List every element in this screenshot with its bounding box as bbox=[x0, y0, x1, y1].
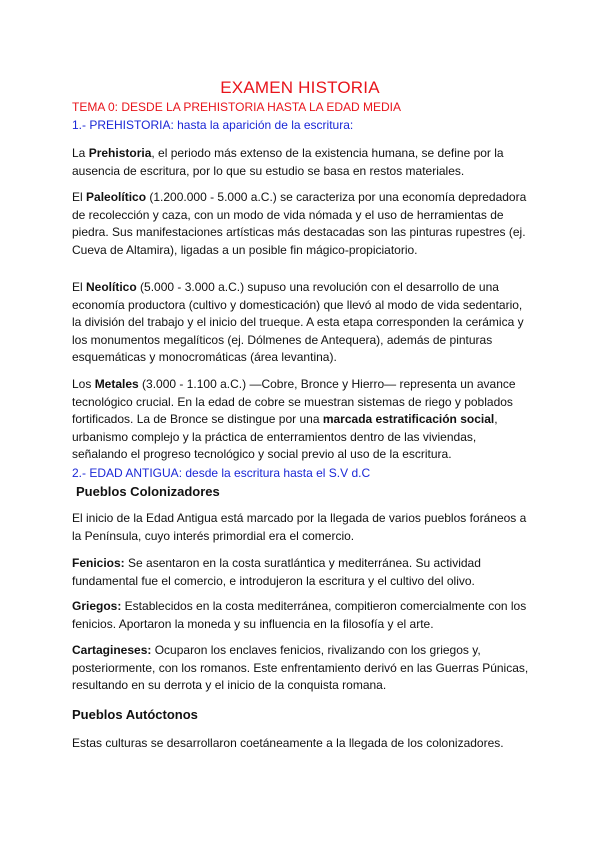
term-metales: Metales bbox=[94, 377, 139, 391]
text: , urbanismo complejo y la práctica de enterramientos dentro de las viviendas, señalando el progreso tecnológico y social previo al uso de la escritura. bbox=[72, 412, 498, 462]
text: (1.200.000 - 5.000 a.C.) se caracteriza por una economía depredadora de recolección y caza, con un modo de vida nómada y el uso de herramientas de piedra. Sus manifestaciones artísticas más destacadas son las pinturas rupestres (ej. Cueva de Altamira), ligadas a un posible fin mágico-propiciatorio. bbox=[72, 190, 527, 257]
term-griegos: Griegos: bbox=[72, 599, 122, 613]
text: Los bbox=[72, 377, 95, 391]
section-heading-prehistoria: 1.- PREHISTORIA: hasta la aparición de la escritura: bbox=[72, 118, 354, 132]
paragraph-griegos bbox=[72, 598, 532, 633]
term-fenicios: Fenicios: bbox=[72, 556, 125, 570]
paragraph-metales bbox=[72, 376, 532, 464]
text: (5.000 - 3.000 a.C.) supuso una revolución con el desarrollo de una economía productora (cultivo y domesticación) que llevó al modo de vida sedentario, la división del trabajo y el inicio del trueque. A esta etapa corresponden la cerámica y los monumentos megalíticos (ej. Dólmenes de Antequera), además de pinturas esquemáticas y monocromáticas (área levantina). bbox=[72, 280, 524, 365]
heading-pueblos-colonizadores: Pueblos Colonizadores bbox=[76, 484, 220, 499]
document-subtitle: TEMA 0: DESDE LA PREHISTORIA HASTA LA EDAD MEDIA bbox=[72, 100, 401, 114]
paragraph-neolitico bbox=[72, 279, 532, 367]
text: Ocuparon los enclaves fenicios, rivalizando con los griegos y, posteriormente, con los romanos. Este enfrentamiento derivó en las Guerras Púnicas, resultando en su derrota y el inicio de la conquista romana. bbox=[72, 643, 529, 693]
text: (3.000 - 1.100 a.C.) —Cobre, Bronce y Hierro— representa un avance tecnológico crucial. En la edad de cobre se muestran sistemas de riego y poblados fortificados. La de Bronce se distingue por una bbox=[72, 377, 516, 427]
paragraph-prehistoria bbox=[72, 145, 532, 180]
document-title: EXAMEN HISTORIA bbox=[220, 78, 380, 97]
term-neolitico: Neolítico bbox=[86, 280, 137, 294]
text: La bbox=[72, 146, 89, 160]
text: , el periodo más extenso de la existencia humana, se define por la ausencia de escritura, por lo que su estudio se basa en restos materiales. bbox=[72, 146, 504, 178]
term-paleolitico: Paleolítico bbox=[86, 190, 147, 204]
text: Se asentaron en la costa suratlántica y mediterránea. Su actividad fundamental fue el comercio, e introdujeron la escritura y el cultivo del olivo. bbox=[72, 556, 481, 588]
heading-pueblos-autoctonos: Pueblos Autóctonos bbox=[72, 707, 198, 722]
paragraph-edad-antigua-intro: El inicio de la Edad Antigua está marcado por la llegada de varios pueblos foráneos a la Península, cuyo interés primordial era el comercio. bbox=[72, 511, 527, 543]
term-prehistoria: Prehistoria bbox=[88, 146, 152, 160]
text: Establecidos en la costa mediterránea, compitieron comercialmente con los fenicios. Aportaron la moneda y su influencia en la filosofía y el arte. bbox=[72, 599, 527, 631]
paragraph-cartagineses bbox=[72, 642, 532, 695]
paragraph-autoctonos: Estas culturas se desarrollaron coetáneamente a la llegada de los colonizadores. bbox=[72, 736, 504, 750]
paragraph-paleolitico bbox=[72, 189, 532, 259]
paragraph-fenicios bbox=[72, 555, 532, 590]
text: El bbox=[72, 280, 87, 294]
section-heading-edad-antigua: 2.- EDAD ANTIGUA: desde la escritura hasta el S.V d.C bbox=[72, 466, 371, 480]
term-cartagineses: Cartagineses: bbox=[72, 643, 152, 657]
term-estratificacion: marcada estratificación social bbox=[322, 412, 495, 427]
text: El bbox=[72, 190, 87, 204]
